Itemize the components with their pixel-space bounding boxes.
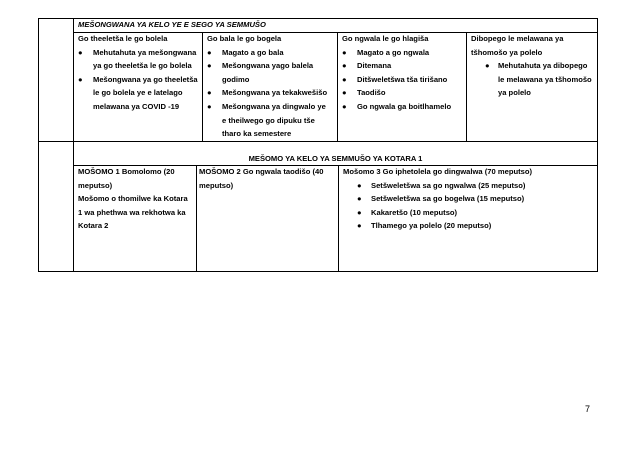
- bullet-icon: ●: [357, 180, 362, 190]
- list-item-line: e theilwego go dipuku tše: [222, 115, 315, 125]
- list-item-line: le go bolela ye e latelago: [93, 88, 183, 98]
- list-item: [78, 73, 200, 114]
- list-item-line: Mešongwana ya go theeletša: [93, 74, 198, 84]
- bullet-icon: ●: [485, 61, 490, 71]
- list-item: [343, 206, 595, 220]
- list-item-line: Mehutahuta ya dibopego: [498, 61, 588, 71]
- bullet-icon: ●: [342, 47, 347, 57]
- task-line: Mošomo o thomilwe ka Kotara: [78, 194, 188, 204]
- column-heading-line: tšhomošo ya polelo: [471, 47, 543, 57]
- bullet-icon: ●: [207, 88, 212, 98]
- col-divider-1: [202, 32, 203, 141]
- list-item-line: Mešongwana yago balela: [222, 61, 314, 71]
- section-divider: [38, 141, 598, 142]
- bullet-icon: ●: [342, 74, 347, 84]
- list-item: [343, 219, 595, 233]
- list-item-line: Ditšweletšwa tša tirišano: [357, 74, 448, 84]
- task-divider-2: [338, 165, 339, 272]
- task-line: MOŠOMO 1 Bomolomo (20: [78, 167, 175, 176]
- task-3-cell: [343, 165, 595, 233]
- bullet-icon: ●: [342, 88, 347, 98]
- col-divider-3: [466, 32, 467, 141]
- list-item-line: Kakaretšo (10 meputso): [371, 207, 458, 217]
- bullet-icon: ●: [357, 207, 362, 217]
- list-item-line: Go ngwala ga boitlhamelo: [357, 101, 452, 111]
- bullet-icon: ●: [357, 194, 362, 204]
- list-item-line: ya polelo: [498, 88, 531, 98]
- task-line: MOŠOMO 2 Go ngwala taodišo (40: [199, 167, 324, 176]
- task-line: meputso): [78, 180, 113, 190]
- bullet-icon: ●: [207, 61, 212, 71]
- list-item-line: Mešongwana ya tekakwešišo: [222, 88, 328, 98]
- page-number: 7: [584, 404, 590, 414]
- bullet-icon: ●: [342, 61, 347, 71]
- task-line: meputso): [199, 180, 234, 190]
- column-writing-presenting: [342, 32, 464, 114]
- list-item: [207, 86, 335, 100]
- bullet-icon: ●: [342, 101, 347, 111]
- list-item: [343, 179, 595, 193]
- list-item: [342, 100, 464, 114]
- list-item: [207, 100, 335, 141]
- list-item-line: Taodišo: [357, 88, 386, 98]
- list-item-line: Mehutahuta ya mešongwana: [93, 47, 197, 57]
- task-divider-1: [196, 165, 197, 272]
- column-heading: Go ngwala le go hlagiša: [342, 34, 429, 43]
- column-heading-line: Dibopego le melawana ya: [471, 34, 564, 43]
- task-2-cell: [199, 165, 337, 192]
- list-item-line: Tlhamego ya polelo (20 meputso): [371, 221, 492, 231]
- list-item: [342, 46, 464, 60]
- list-item: [343, 192, 595, 206]
- bullet-icon: ●: [207, 101, 212, 111]
- bullet-icon: ●: [207, 47, 212, 57]
- column-reading-viewing: [207, 32, 335, 141]
- list-item: [207, 46, 335, 60]
- list-item: [342, 86, 464, 100]
- left-column-divider: [73, 18, 74, 272]
- list-item-line: Magato a go bala: [222, 47, 284, 57]
- informal-assessment-title: MEŠONGWANA YA KELO YE E SEGO YA SEMMUŠO: [78, 20, 266, 29]
- bullet-icon: ●: [78, 47, 83, 57]
- list-item-line: melawana ya COVID -19: [93, 101, 180, 111]
- task-line: Kotara 2: [78, 221, 109, 231]
- task-1-cell: [78, 165, 194, 233]
- list-item-line: Magato a go ngwala: [357, 47, 430, 57]
- list-item-line: ya go theeletša le go bolela: [93, 61, 192, 71]
- list-item: [342, 73, 464, 87]
- column-language-structures: [471, 32, 596, 100]
- column-heading: Go bala le go bogela: [207, 34, 282, 43]
- list-item: [207, 59, 335, 86]
- list-item-line: Setšweletšwa sa go ngwalwa (25 meputso): [371, 180, 526, 190]
- bullet-icon: ●: [78, 74, 83, 84]
- list-item: [471, 59, 596, 100]
- list-item: [342, 59, 464, 73]
- formal-assessment-title: MEŠOMO YA KELO YA SEMMUŠO YA KOTARA 1: [248, 154, 423, 163]
- column-listening-speaking: [78, 32, 200, 114]
- list-item-line: le melawana ya tšhomošo: [498, 74, 592, 84]
- task-heading: Mošomo 3 Go iphetolela go dingwalwa (70 meputso): [343, 167, 533, 176]
- list-item-line: Ditemana: [357, 61, 392, 71]
- col-divider-2: [337, 32, 338, 141]
- list-item-line: Setšweletšwa sa go bogelwa (15 meputso): [371, 194, 525, 204]
- list-item-line: tharo ka semestere: [222, 129, 292, 139]
- list-item-line: Mešongwana ya dingwalo ye: [222, 101, 326, 111]
- list-item-line: godimo: [222, 74, 250, 84]
- bullet-icon: ●: [357, 221, 362, 231]
- list-item: [78, 46, 200, 73]
- task-line: 1 wa phethwa wa rekhotwa ka: [78, 207, 186, 217]
- column-heading: Go theeletša le go bolela: [78, 34, 168, 43]
